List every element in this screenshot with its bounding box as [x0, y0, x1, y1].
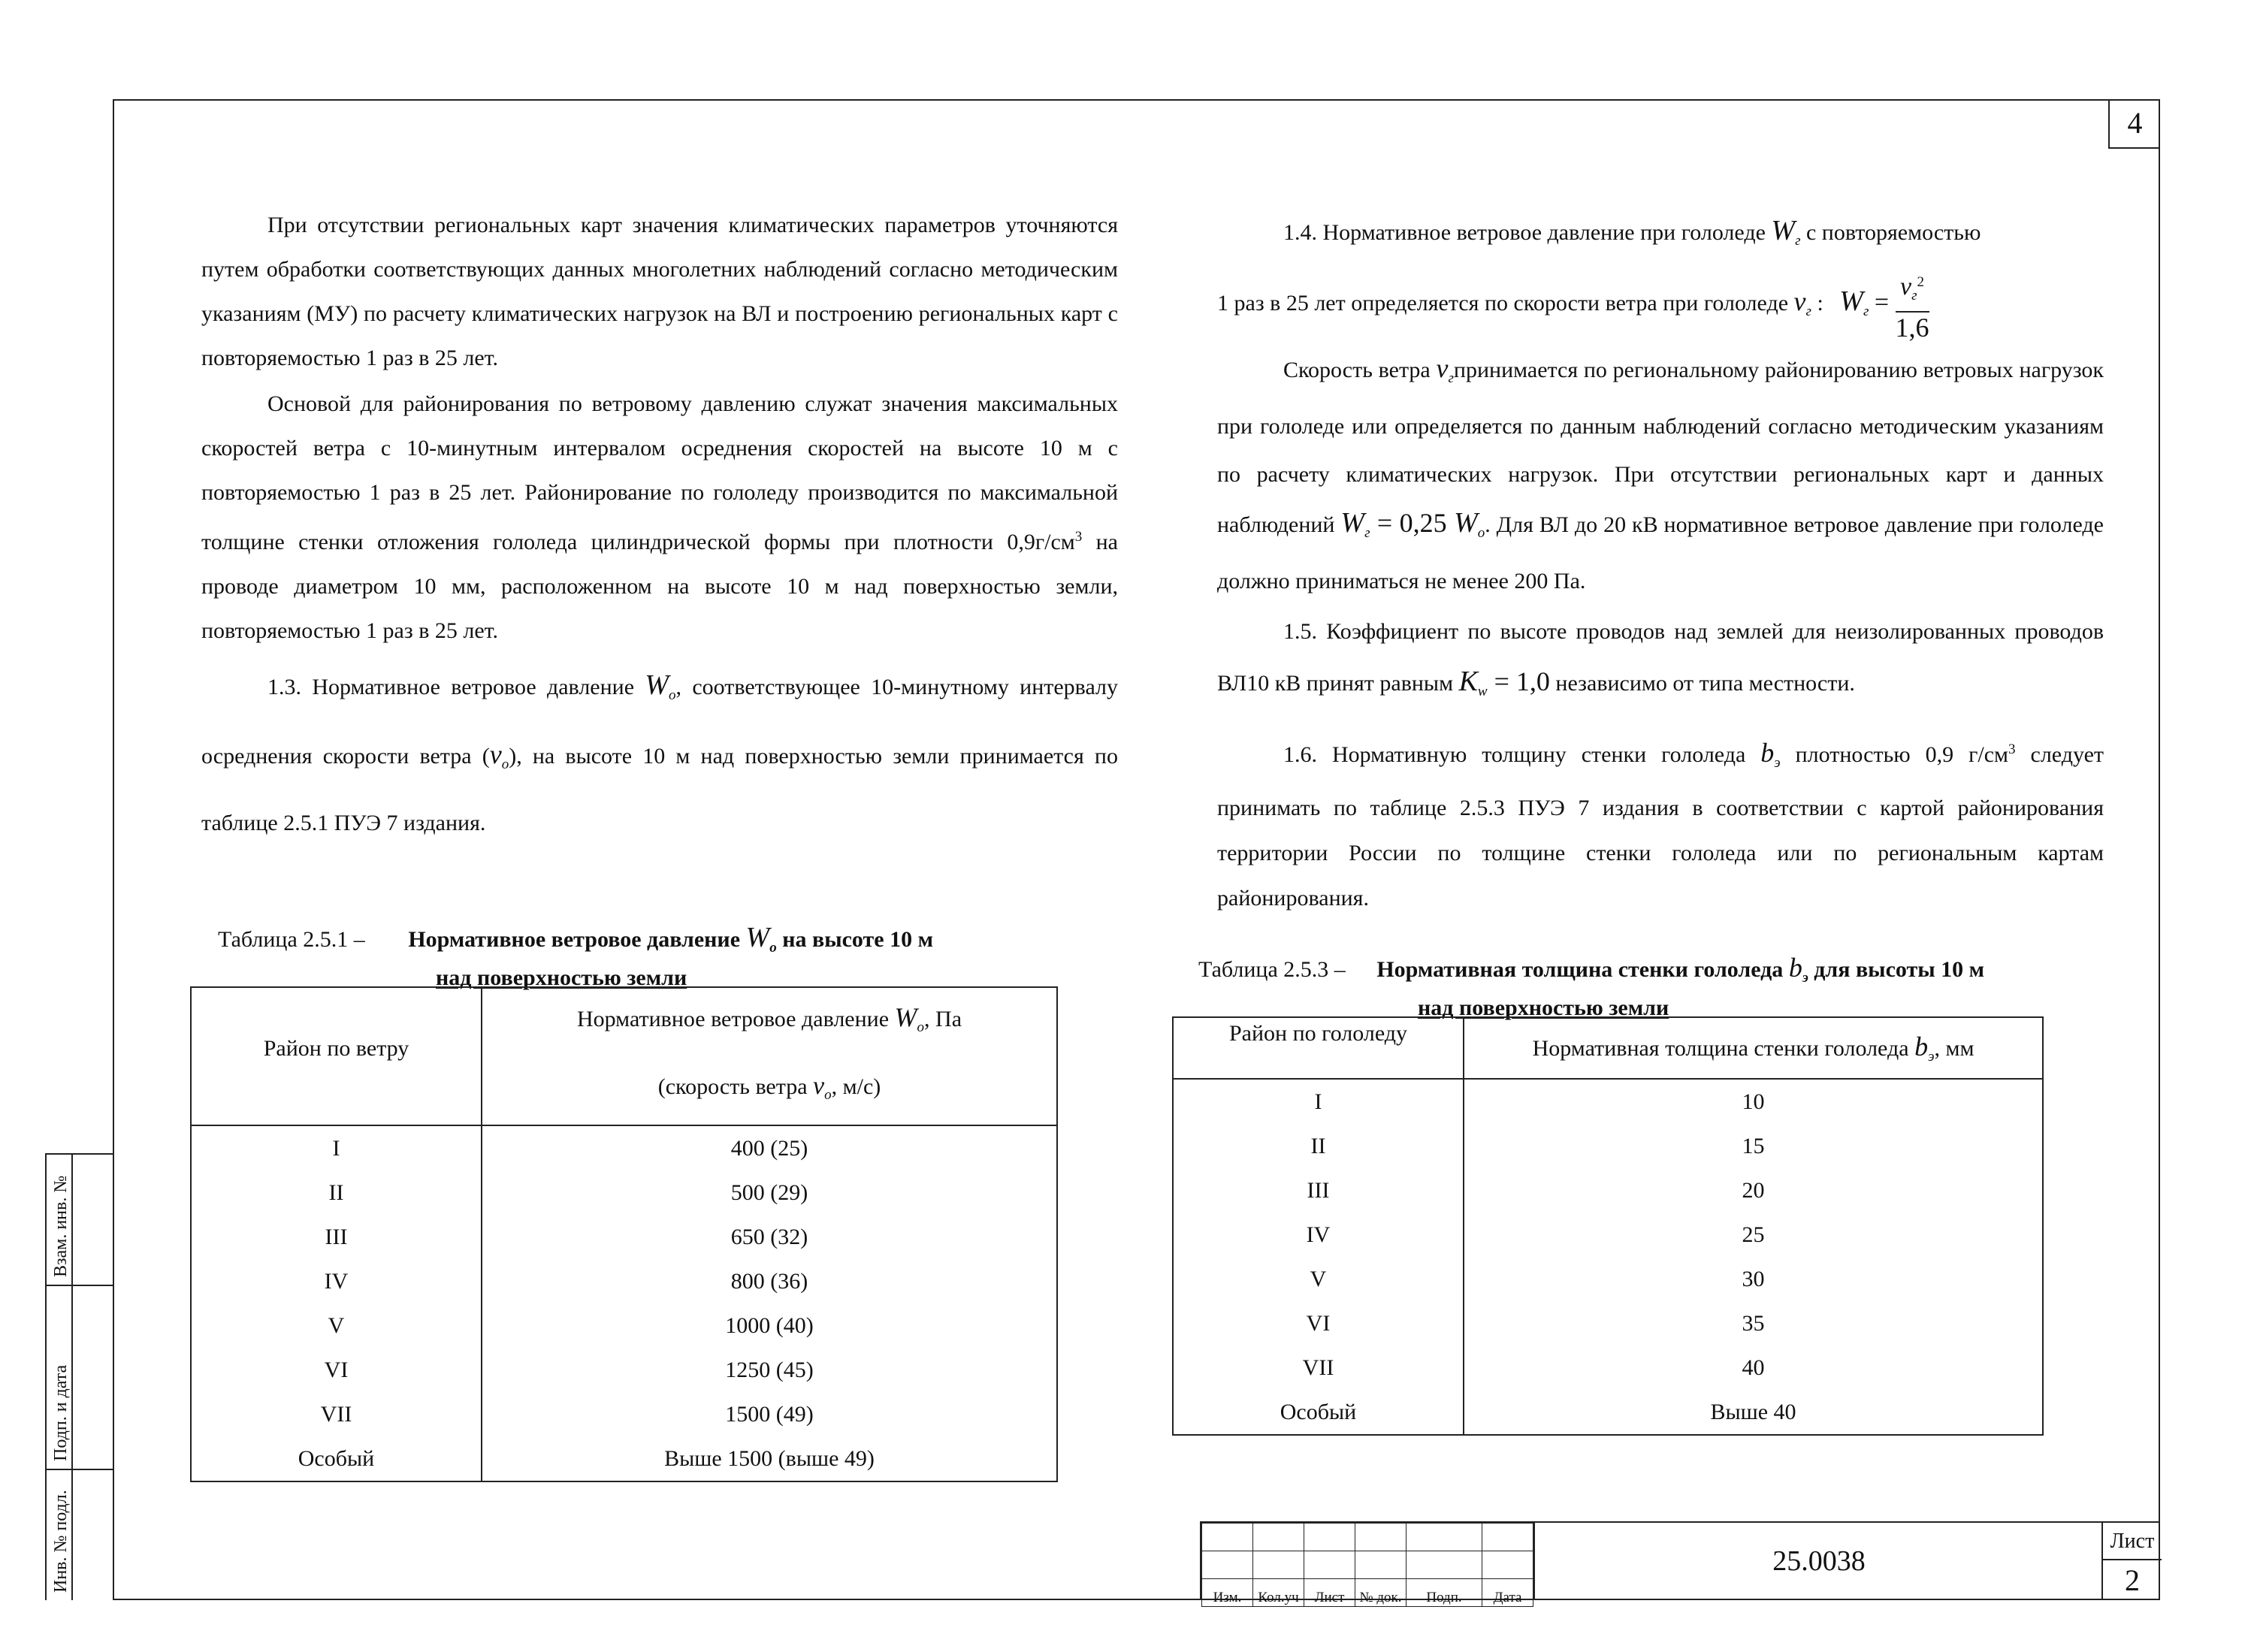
table-ice-thickness: [1172, 1016, 2044, 1436]
column-header: Район по гололеду: [1173, 1017, 1464, 1079]
paragraph: 1.3. Нормативное ветровое давление $W_o$, соответствующее 10-минутному интервалу осреднения скорости ветра $(v_o)$, на высоте 10 м над поверхностью земли принимается по таблице 2.5.1 ПУЭ 7 издания.: [201, 669, 1119, 835]
table-row: I 400 (25): [191, 1125, 1057, 1170]
side-strip-divider: [45, 1285, 113, 1286]
table-row: III 20: [1173, 1168, 2043, 1213]
table-row: Особый Выше 40: [1173, 1390, 2043, 1435]
table-row: V 1000 (40): [191, 1303, 1057, 1348]
page-number: 4: [2108, 99, 2160, 149]
stamp-header: Подп.: [1406, 1579, 1482, 1607]
stamp-header: № док.: [1355, 1579, 1406, 1607]
table-row: Особый Выше 1500 (выше 49): [191, 1436, 1057, 1481]
stamp-header: Дата: [1482, 1579, 1533, 1607]
table-row: II 15: [1173, 1124, 2043, 1168]
side-strip-divider: [45, 1469, 113, 1470]
paragraph: 1.4. Нормативное ветровое давление при гололеде $W_г$ с повторяемостью: [1283, 215, 1981, 249]
column-header: Район по ветру: [191, 987, 482, 1125]
left-text: [201, 203, 1118, 853]
table-header: [1173, 1017, 2043, 1079]
table-row: I 10: [1173, 1079, 2043, 1124]
title-block: [1200, 1521, 2160, 1605]
table-row: VII 40: [1173, 1345, 2043, 1390]
column-header: Нормативная толщина стенки гололеда $b_э$, мм: [1464, 1017, 2043, 1079]
table-header: [191, 987, 1057, 1125]
table-row: VI 35: [1173, 1301, 2043, 1345]
stamp-header: Кол.уч: [1253, 1579, 1304, 1607]
table-row: V 30: [1173, 1257, 2043, 1301]
table-row: IV 800 (36): [191, 1259, 1057, 1303]
sheet-number: 2: [2125, 1563, 2140, 1597]
formula: $W_г$ = $v_г^2$ 1,6: [1839, 267, 1929, 343]
revision-grid: [1201, 1523, 1533, 1607]
table1-caption: Таблица 2.5.1 – Нормативное ветровое давление $W_o$ на высоте 10 м над поверхностью земли: [218, 922, 934, 990]
table-row: IV 25: [1173, 1213, 2043, 1257]
paragraph: 1 раз в 25 лет определяется по скорости ветра при гололеде $v_г$ : $W_г$ = $v_г^2$ 1,6: [1217, 267, 2104, 343]
side-strip-divider: [71, 1153, 73, 1600]
paragraph: Основой для районирования по ветровому давлению служат значения максимальных скоростей ветра с 10-минутным интервалом осреднения скоростей на высоте 10 м с повторяемостью 1 раз в 25 лет. Районирование по гололеду производится по максимальной толщине стенки отложения гололеда цилиндрической формы при плотности $0,9г/см^3$ на проводе диаметром 10 мм, расположенном на высоте 10 м над поверхностью земли, повторяемостью 1 раз в 25 лет.: [201, 391, 1118, 643]
right-text: [1217, 209, 2104, 921]
table-wind-pressure: [190, 986, 1058, 1482]
sheet-label: Лист: [2103, 1523, 2162, 1560]
sheet-cell: [2101, 1523, 2162, 1600]
table-row: VII 1500 (49): [191, 1392, 1057, 1436]
table-row: II 500 (29): [191, 1170, 1057, 1215]
table-row: VI 1250 (45): [191, 1348, 1057, 1392]
paragraph: Скорость ветра $v_гпринимается$ по региональному районированию ветровых нагрузок при гололеде или определяется по данным наблюдений согласно методическим указаниям по расчету климатических нагрузок. При отсутствии региональных карт и данных наблюдений $W_г = 0,25$ $W_o$. Для ВЛ до 20 кВ нормативное ветровое давление при гололеде должно приниматься не менее 200 Па.: [1217, 353, 2104, 593]
document-code: 25.0038: [1533, 1523, 2103, 1600]
stamp-header: Изм.: [1202, 1579, 1253, 1607]
stamp-header: Лист: [1304, 1579, 1355, 1607]
paragraph: 1.6. Нормативную толщину стенки гололеда $b_э$ плотностью 0,9 $г/см^3$ следует принимать по таблице 2.5.3 ПУЭ 7 издания в соответствии с картой районирования территории России по толщине стенки гололеда или по региональным картам районирования.: [1217, 738, 2104, 911]
paragraph: При отсутствии региональных карт значения климатических параметров уточняются путем обработки соответствующих данных многолетних наблюдений согласно методическим указаниям (МУ) по расчету климатических нагрузок на ВЛ и построению региональных карт с повторяемостью 1 раз в 25 лет.: [201, 213, 1118, 370]
paragraph: 1.5. Коэффициент по высоте проводов над землей для неизолированных проводов ВЛ10 кВ принят равным $K_w = 1,0$ независимо от типа местности.: [1217, 619, 2104, 699]
table-row: III 650 (32): [191, 1215, 1057, 1259]
column-header: Нормативное ветровое давление $W_o$, Па (скорость ветра $v_o$, м/с): [482, 987, 1057, 1125]
table3-caption: Таблица 2.5.3 – Нормативная толщина стенки гололеда $b_э$ для высоты 10 м над поверхностью земли: [1198, 953, 1985, 1020]
